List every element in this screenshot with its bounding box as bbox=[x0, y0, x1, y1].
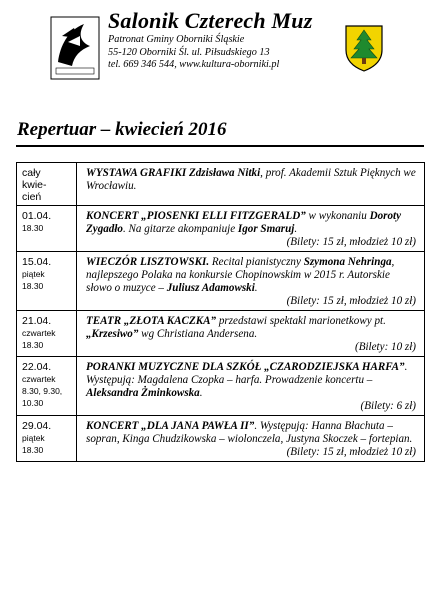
event-date-line: cień bbox=[22, 191, 42, 203]
event-time-line: czwartek bbox=[22, 374, 56, 384]
event-row bbox=[17, 357, 424, 416]
event-text-regular: wg Christiana Andersena. bbox=[138, 328, 258, 340]
event-text-bold: PORANKI MUZYCZNE DLA SZKÓŁ „CZARODZIEJSKA HARFA” bbox=[86, 361, 405, 373]
event-text-regular: , prof. Akademii Sztuk Pięknych we Wrocławiu. bbox=[86, 167, 416, 192]
event-price: (Bilety: 6 zł) bbox=[360, 400, 416, 412]
event-text-regular: . bbox=[254, 282, 258, 294]
event-time-line: piątek bbox=[22, 433, 45, 443]
event-text-bold: Juliusz Adamowski bbox=[166, 282, 255, 294]
event-date-line: 29.04. bbox=[22, 420, 52, 432]
event-date bbox=[17, 206, 77, 251]
event-text-regular: . bbox=[294, 223, 298, 235]
event-time-line: 18.30 bbox=[22, 340, 44, 350]
header bbox=[0, 0, 438, 100]
event-text-bold: Aleksandra Żminkowska bbox=[86, 387, 200, 399]
contact-line: tel. 669 346 544, www.kultura-oborniki.pl bbox=[108, 59, 280, 70]
salonik-logo-icon bbox=[50, 16, 100, 80]
event-time-line: 8.30, 9.30, bbox=[22, 386, 63, 396]
event-date bbox=[17, 163, 77, 205]
tree-crest-icon bbox=[344, 24, 384, 72]
title-divider bbox=[16, 145, 424, 147]
event-text-regular: przedstawi spektakl marionetkowy pt. bbox=[216, 315, 386, 327]
event-text bbox=[86, 256, 416, 295]
event-description bbox=[77, 252, 424, 310]
event-time-line: 18.30 bbox=[22, 223, 44, 233]
event-date-line: kwie- bbox=[22, 179, 47, 191]
event-description bbox=[77, 416, 424, 461]
event-row bbox=[17, 206, 424, 252]
event-date bbox=[17, 357, 77, 415]
page-title: Repertuar – kwiecień 2016 bbox=[17, 119, 227, 140]
event-date-line: 22.04. bbox=[22, 361, 52, 373]
event-text-bold: WIECZÓR LISZTOWSKI. bbox=[86, 256, 210, 268]
event-price: (Bilety: 15 zł, młodzież 10 zł) bbox=[286, 446, 416, 458]
event-description bbox=[77, 311, 424, 356]
event-text bbox=[86, 361, 416, 400]
organization-info bbox=[108, 8, 343, 72]
event-text-regular: Recital pianistyczny bbox=[209, 256, 304, 268]
event-text-bold: Igor Smaruj bbox=[237, 223, 295, 235]
event-date bbox=[17, 311, 77, 356]
event-price: (Bilety: 10 zł) bbox=[355, 341, 416, 353]
patronage-line: Patronat Gminy Oborniki Śląskie bbox=[108, 34, 245, 45]
event-row bbox=[17, 252, 424, 311]
event-date-line: cały bbox=[22, 167, 41, 179]
event-date bbox=[17, 252, 77, 310]
event-price: (Bilety: 15 zł, młodzież 10 zł) bbox=[286, 236, 416, 248]
event-text-regular: . Na gitarze akompaniuje bbox=[122, 223, 238, 235]
event-text-bold: „Krzesiwo” bbox=[86, 328, 139, 340]
event-text-bold: Doroty Zygadło bbox=[86, 210, 401, 235]
event-text bbox=[86, 210, 416, 236]
event-date bbox=[17, 416, 77, 461]
event-description bbox=[77, 163, 424, 205]
event-date-line: 21.04. bbox=[22, 315, 52, 327]
event-date-line: 15.04. bbox=[22, 256, 52, 268]
event-text-regular: . bbox=[199, 387, 203, 399]
event-row bbox=[17, 311, 424, 357]
event-time-line: 18.30 bbox=[22, 445, 44, 455]
event-time-line: czwartek bbox=[22, 328, 56, 338]
event-text-bold: TEATR „ZŁOTA KACZKA” bbox=[86, 315, 217, 327]
event-text-bold: WYSTAWA GRAFIKI Zdzisława Nitki bbox=[86, 167, 261, 179]
event-text bbox=[86, 167, 416, 193]
event-text-regular: . Występują: Hanna Błachuta – sopran, Kinga Chudzikowska – wiolonczela, Justyna Skoczek – fortepian. bbox=[86, 420, 413, 445]
event-description bbox=[77, 206, 424, 251]
event-text-regular: , najlepszego Polaka na konkursie Chopinowskim w 2015 r. Autorskie słowo o muzyce – bbox=[86, 256, 395, 294]
event-price: (Bilety: 15 zł, młodzież 10 zł) bbox=[286, 295, 416, 307]
event-text-bold: KONCERT „DLA JANA PAWŁA II” bbox=[86, 420, 255, 432]
event-description bbox=[77, 357, 424, 415]
event-text-bold: Szymona Nehringa bbox=[303, 256, 392, 268]
event-text bbox=[86, 420, 416, 446]
event-row bbox=[17, 416, 424, 461]
schedule-table bbox=[16, 162, 425, 462]
event-time-line: piątek bbox=[22, 269, 45, 279]
event-text-regular: . Występują: Magdalena Czopka – harfa. Prowadzenie koncertu – bbox=[86, 361, 408, 386]
event-time-line: 10.30 bbox=[22, 398, 44, 408]
event-text bbox=[86, 315, 416, 341]
address-line: 55-120 Oborniki Śl. ul. Piłsudskiego 13 bbox=[108, 46, 270, 58]
event-date-line: 01.04. bbox=[22, 210, 52, 222]
event-time-line: 18.30 bbox=[22, 281, 44, 291]
event-text-regular: w wykonaniu bbox=[305, 210, 370, 222]
event-text-bold: KONCERT „PIOSENKI ELLI FITZGERALD” bbox=[86, 210, 306, 222]
organization-name: Salonik Czterech Muz bbox=[108, 8, 313, 33]
event-row bbox=[17, 163, 424, 206]
